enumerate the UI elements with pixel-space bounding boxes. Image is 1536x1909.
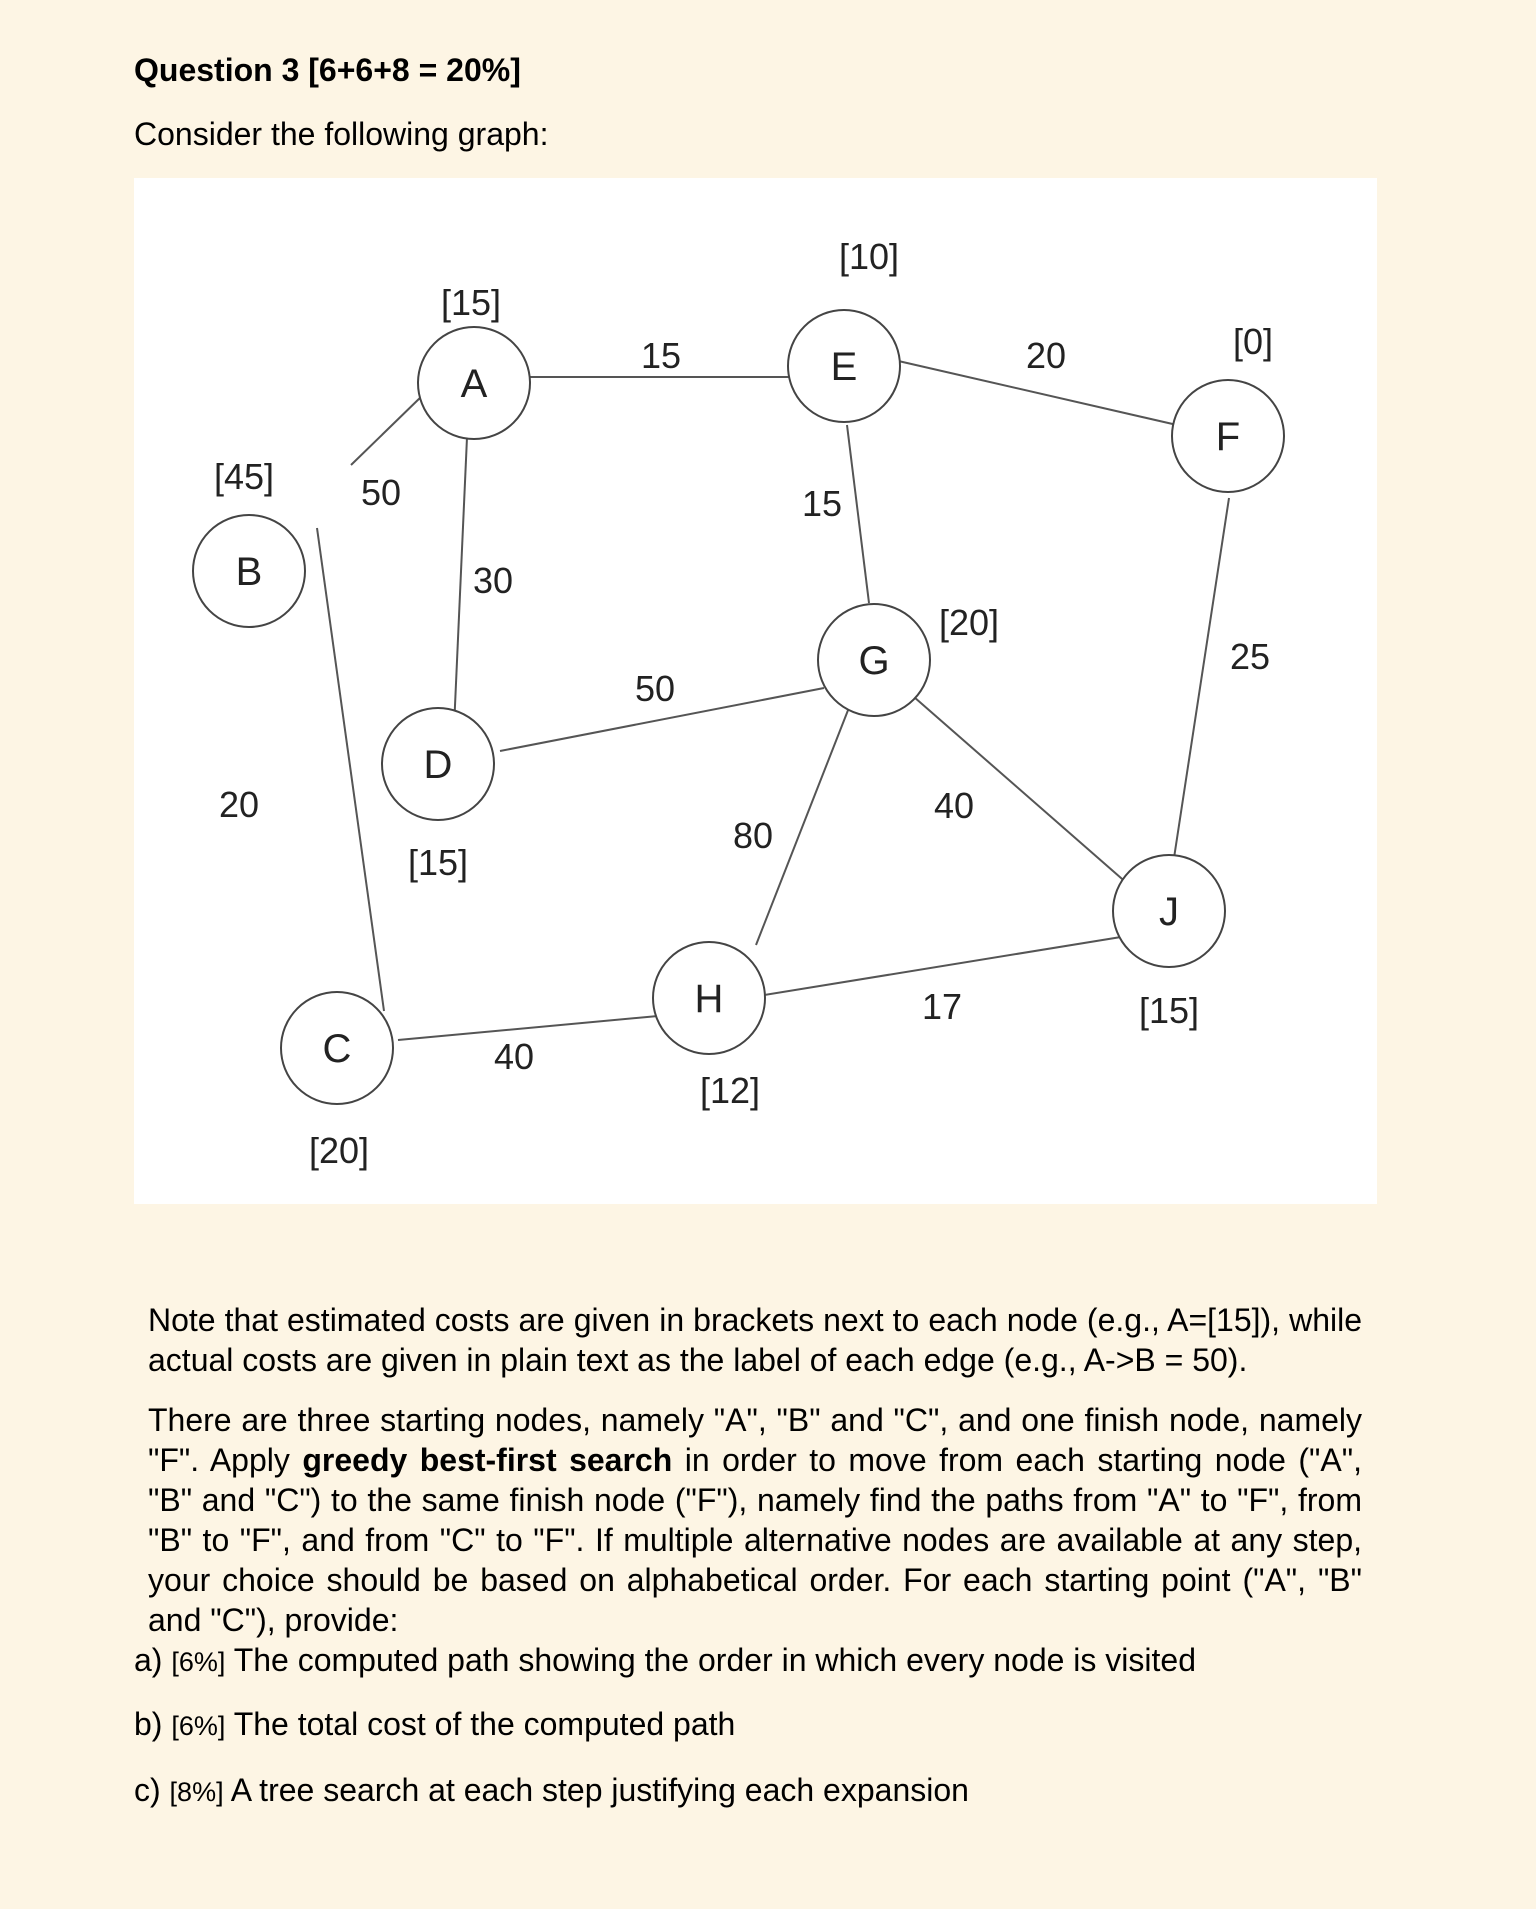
edge-cost-D-G: 50 bbox=[634, 668, 676, 709]
edge-H-J bbox=[709, 937, 1121, 1004]
edge-cost-A-B: 50 bbox=[360, 472, 402, 513]
edge-B-C bbox=[317, 528, 384, 1011]
node-F bbox=[1172, 380, 1284, 492]
edge-cost-A-E: 15 bbox=[640, 335, 682, 376]
task-paragraph bbox=[148, 1400, 1362, 1640]
subquestion-weight: [8%] bbox=[169, 1777, 224, 1807]
node-label: B bbox=[235, 550, 263, 594]
edge-cost-G-J: 40 bbox=[933, 785, 975, 826]
estimate-label-D: [15] bbox=[407, 842, 469, 883]
node-label: D bbox=[423, 743, 453, 787]
node-B bbox=[193, 515, 305, 627]
edge-cost-A-D: 30 bbox=[472, 560, 514, 601]
estimate-label-E: [10] bbox=[838, 236, 900, 277]
task-emphasis: greedy best-first search bbox=[302, 1442, 673, 1478]
graph-figure bbox=[134, 178, 1377, 1204]
estimate-label-H: [12] bbox=[699, 1070, 761, 1111]
node-label: G bbox=[858, 639, 890, 683]
edge-cost-C-H: 40 bbox=[493, 1036, 535, 1077]
node-E bbox=[788, 310, 900, 422]
edge-cost-G-H: 80 bbox=[732, 815, 774, 856]
node-label: E bbox=[830, 345, 858, 389]
subquestion-letter: a) bbox=[134, 1642, 163, 1678]
subquestion-text: The total cost of the computed path bbox=[233, 1706, 736, 1742]
node-label: F bbox=[1215, 415, 1241, 459]
question-intro: Consider the following graph: bbox=[134, 116, 549, 152]
edge-cost-B-C: 20 bbox=[218, 784, 260, 825]
subquestion-weight: [6%] bbox=[171, 1711, 226, 1741]
edge-F-J bbox=[1174, 498, 1229, 858]
subquestion-a bbox=[134, 1642, 1196, 1679]
node-H bbox=[653, 942, 765, 1054]
edge-cost-H-J: 17 bbox=[921, 986, 963, 1027]
subquestion-b bbox=[134, 1706, 735, 1743]
graph-svg bbox=[134, 178, 1377, 1204]
estimate-label-G: [20] bbox=[938, 602, 1000, 643]
estimate-label-C: [20] bbox=[308, 1130, 370, 1171]
subquestion-c bbox=[134, 1772, 969, 1809]
edge-A-B bbox=[351, 394, 424, 465]
task-text-part2: in order to move from each starting node ("A", "B" and "C") to the same finish node ("F"), namely find the paths from "A" to "F", from "B" to "F", and from "C" to "F". If multiple alternative nodes are available at any step, your choice should be based on alphabetical order. For each starting point ("A", "B" and "C"), provide: bbox=[148, 1442, 1363, 1638]
node-label: C bbox=[322, 1027, 352, 1071]
estimate-label-F: [0] bbox=[1232, 321, 1274, 362]
note-paragraph: Note that estimated costs are given in brackets next to each node (e.g., A=[15]), while actual costs are given in plain text as the label of each edge (e.g., A->B = 50). bbox=[148, 1302, 1362, 1378]
edge-E-G bbox=[847, 425, 869, 603]
edge-cost-F-J: 25 bbox=[1229, 636, 1271, 677]
node-G bbox=[818, 604, 930, 716]
task-text-part1: There are three starting nodes, namely "A", "B" and "C", and one finish node, namely "F". Apply bbox=[148, 1402, 1362, 1478]
subquestion-letter: c) bbox=[134, 1772, 161, 1808]
estimate-label-A: [15] bbox=[440, 282, 502, 323]
subquestion-weight: [6%] bbox=[171, 1647, 226, 1677]
estimate-label-B: [45] bbox=[213, 456, 275, 497]
node-J bbox=[1113, 855, 1225, 967]
node-label: H bbox=[694, 977, 724, 1021]
node-label: A bbox=[460, 362, 488, 406]
node-D bbox=[382, 708, 494, 820]
edge-cost-E-G: 15 bbox=[801, 483, 843, 524]
node-C bbox=[281, 992, 393, 1104]
node-label: J bbox=[1159, 890, 1179, 934]
edge-G-J bbox=[898, 683, 1129, 885]
question-title: Question 3 [6+6+8 = 20%] bbox=[134, 52, 521, 88]
subquestion-text: The computed path showing the order in which every node is visited bbox=[233, 1642, 1196, 1678]
edge-A-D bbox=[454, 415, 468, 728]
estimate-label-J: [15] bbox=[1138, 990, 1200, 1031]
subquestion-letter: b) bbox=[134, 1706, 163, 1742]
node-A bbox=[418, 327, 530, 439]
edge-cost-E-F: 20 bbox=[1025, 335, 1067, 376]
subquestion-text: A tree search at each step justifying each expansion bbox=[230, 1772, 969, 1808]
